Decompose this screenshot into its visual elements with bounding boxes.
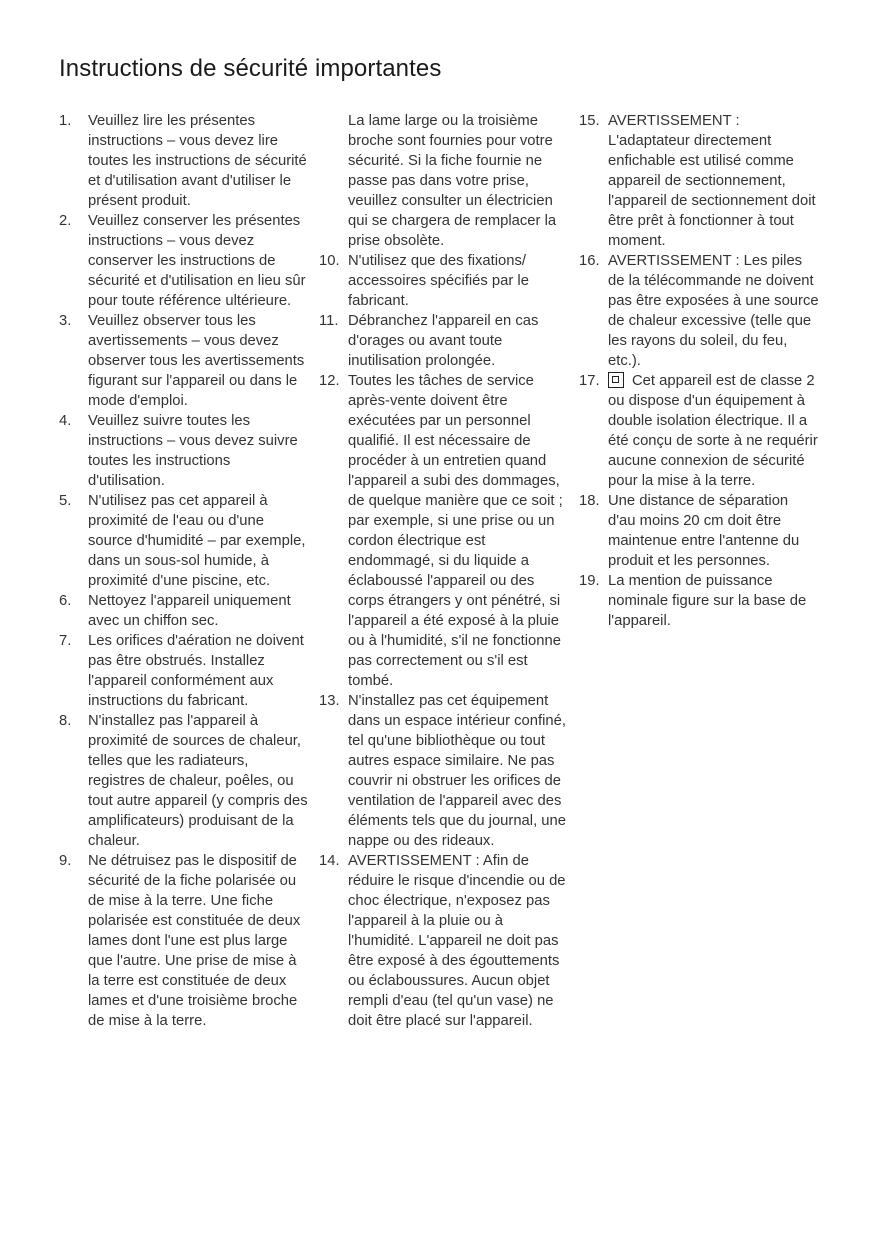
item-text: AVERTISSEMENT : Afin de réduire le risque d'incendie ou de choc électrique, n'exposez pas l'appareil à la pluie ou à l'humidité. L'appareil ne doit pas être exposé à des égouttements ou éclaboussures. Aucun objet rempli d'eau (tel qu'un vase) ne doit être placé sur l'appareil. bbox=[348, 853, 566, 1029]
item-number: 13. bbox=[319, 693, 340, 709]
item-number: 4. bbox=[59, 413, 72, 429]
item-text: N'installez pas l'appareil à proximité de sources de chaleur, telles que les radiateurs, registres de chaleur, poêles, ou tout autre appareil (y compris des amplificateurs) produisant de la chaleur. bbox=[88, 713, 308, 849]
list-item bbox=[59, 851, 309, 1031]
list-item bbox=[579, 111, 819, 251]
list-item bbox=[59, 311, 309, 411]
list-item bbox=[579, 371, 819, 491]
item-text: Ne détruisez pas le dispositif de sécurité de la fiche polarisée ou de mise à la terre. Une fiche polarisée est constituée de deux lames dont l'une est plus large que l'autre. Une prise de mise à la terre est constituée de deux lames et d'une troisième broche de mise à la terre. bbox=[88, 853, 301, 1029]
list-item bbox=[59, 631, 309, 711]
item-text-with-icon bbox=[608, 371, 819, 491]
item-number: 2. bbox=[59, 213, 72, 229]
column-1 bbox=[59, 111, 309, 1031]
item-text: Toutes les tâches de service après-vente doivent être exécutées par un personnel qualifié. Il est nécessaire de procéder à un entretien quand l'appareil a subi des dommages, de quelque manière que ce soit ; par exemple, si une prise ou un cordon électrique est endommagé, si du liquide a éclaboussé l'appareil ou des corps étrangers y ont pénétré, si l'appareil a été exposé à la pluie ou à l'humidité, s'il ne fonctionne pas correctement ou s'il est tombé. bbox=[348, 373, 563, 689]
class-2-double-insulation-icon bbox=[608, 372, 624, 388]
item-text: Les orifices d'aération ne doivent pas être obstrués. Installez l'appareil conformément aux instructions du fabricant. bbox=[88, 633, 304, 709]
item-number: 16. bbox=[579, 253, 600, 269]
item-text: N'installez pas cet équipement dans un espace intérieur confiné, tel qu'une bibliothèque ou tout autres espace similaire. Ne pas couvrir ni obstruer les orifices de ventilation de l'appareil avec des éléments tels que du journal, une nappe ou des rideaux. bbox=[348, 693, 566, 849]
list-item bbox=[319, 691, 569, 851]
item-number: 3. bbox=[59, 313, 72, 329]
item-number: 9. bbox=[59, 853, 72, 869]
list-item bbox=[579, 251, 819, 371]
list-item bbox=[579, 491, 819, 571]
item-text: AVERTISSEMENT : L'adaptateur directement enfichable est utilisé comme appareil de sectionnement, l'appareil de sectionnement doit être prêt à fonctionner à tout moment. bbox=[608, 113, 816, 249]
item-text: Nettoyez l'appareil uniquement avec un chiffon sec. bbox=[88, 593, 291, 629]
item-text: Une distance de séparation d'au moins 20 cm doit être maintenue entre l'antenne du produit et les personnes. bbox=[608, 493, 800, 569]
item-number: 11. bbox=[319, 313, 339, 329]
column-2 bbox=[319, 111, 569, 1031]
item-text: Veuillez lire les présentes instructions – vous devez lire toutes les instructions de sécurité et d'utilisation avant d'utiliser le présent produit. bbox=[88, 113, 307, 209]
column-3 bbox=[579, 111, 819, 631]
page-title: Instructions de sécurité importantes bbox=[59, 55, 442, 82]
item-number: 7. bbox=[59, 633, 72, 649]
item-text: Cet appareil est de classe 2 ou dispose d'un équipement à double isolation électrique. Il a été conçu de sorte à ne requérir aucune connexion de sécurité pour la mise à la terre. bbox=[608, 373, 818, 489]
item-number: 6. bbox=[59, 593, 72, 609]
item-text: La lame large ou la troisième broche sont fournies pour votre sécurité. Si la fiche fournie ne passe pas dans votre prise, veuillez consulter un électricien qui se chargera de remplacer la prise obsolète. bbox=[348, 113, 557, 249]
list-item bbox=[319, 311, 569, 371]
list-item bbox=[319, 851, 569, 1031]
item-text: Veuillez suivre toutes les instructions – vous devez suivre toutes les instructions d'utilisation. bbox=[88, 413, 298, 489]
item-number: 1. bbox=[59, 113, 72, 129]
list-item bbox=[59, 711, 309, 851]
item-number: 10. bbox=[319, 253, 340, 269]
list-item bbox=[59, 111, 309, 211]
item-number: 17. bbox=[579, 373, 600, 389]
item-text: Veuillez observer tous les avertissements – vous devez observer tous les avertissements figurant sur l'appareil ou dans le mode d'emploi. bbox=[88, 313, 305, 409]
item-text: N'utilisez que des fixations/ accessoires spécifiés par le fabricant. bbox=[348, 253, 529, 309]
list-item bbox=[59, 491, 309, 591]
list-item-continuation bbox=[319, 111, 569, 251]
item-number: 14. bbox=[319, 853, 340, 869]
list-item bbox=[319, 371, 569, 691]
item-number: 12. bbox=[319, 373, 340, 389]
list-item bbox=[59, 211, 309, 311]
item-text: AVERTISSEMENT : Les piles de la télécommande ne doivent pas être exposées à une source de chaleur excessive (telle que les rayons du soleil, du feu, etc.). bbox=[608, 253, 819, 369]
item-number: 18. bbox=[579, 493, 600, 509]
item-number: 5. bbox=[59, 493, 72, 509]
item-text: N'utilisez pas cet appareil à proximité de l'eau ou d'une source d'humidité – par exemple, dans un sous-sol humide, à proximité d'une piscine, etc. bbox=[88, 493, 306, 589]
list-item bbox=[59, 591, 309, 631]
list-item bbox=[319, 251, 569, 311]
item-text: La mention de puissance nominale figure sur la base de l'appareil. bbox=[608, 573, 807, 629]
item-number: 15. bbox=[579, 113, 600, 129]
item-text: Débranchez l'appareil en cas d'orages ou avant toute inutilisation prolongée. bbox=[348, 313, 539, 369]
item-number: 8. bbox=[59, 713, 72, 729]
item-number: 19. bbox=[579, 573, 600, 589]
item-text: Veuillez conserver les présentes instructions – vous devez conserver les instructions de sécurité et d'utilisation en lieu sûr pour toute référence ultérieure. bbox=[88, 213, 306, 309]
list-item bbox=[579, 571, 819, 631]
list-item bbox=[59, 411, 309, 491]
